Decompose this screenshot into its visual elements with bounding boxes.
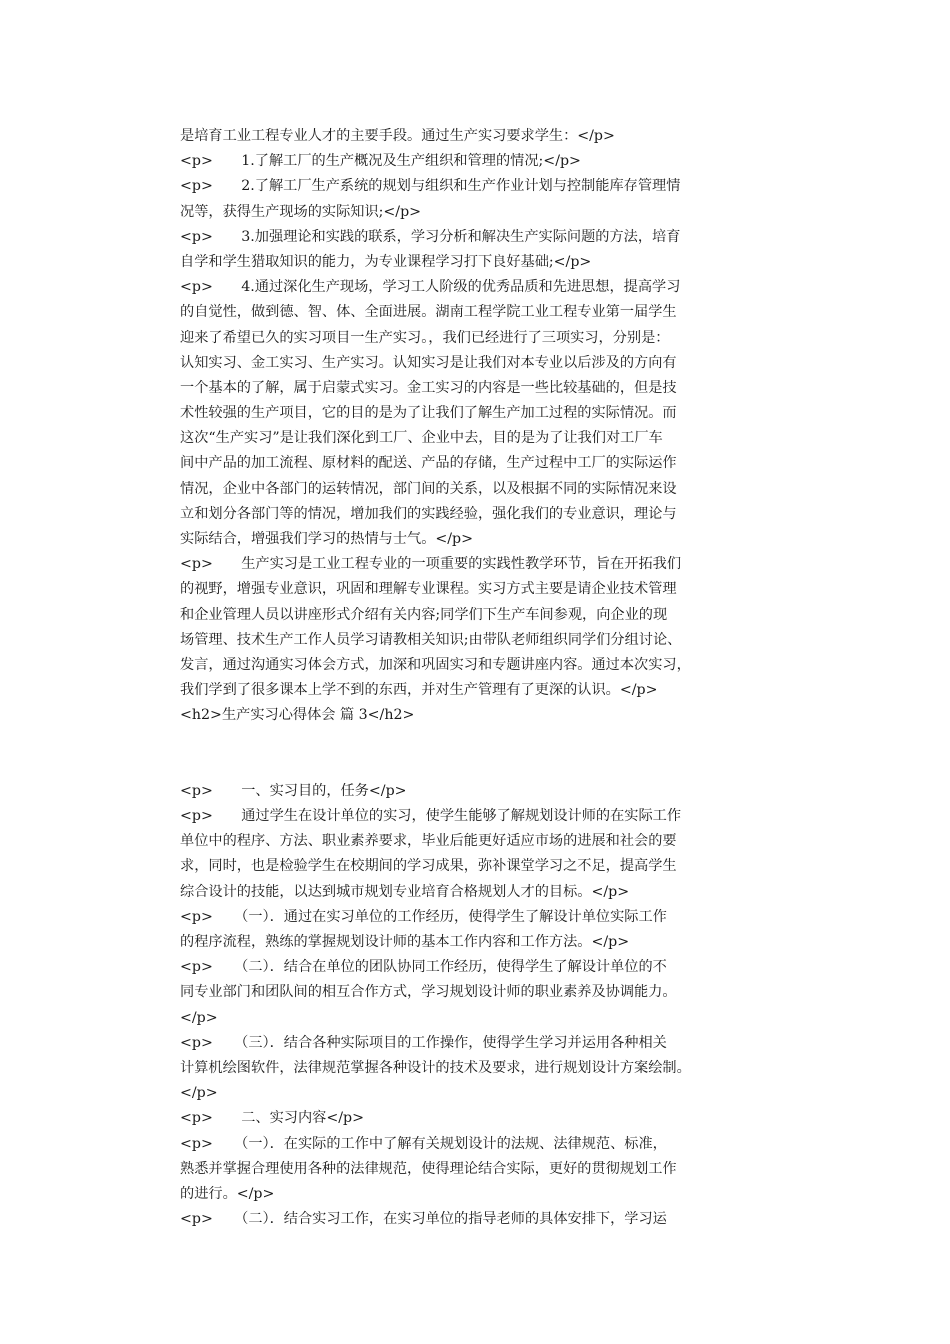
text-line: <p> （三）．结合各种实际项目的工作操作，使得学生学习并运用各种相关 <box>180 1034 667 1051</box>
text-line: 单位中的程序、方法、职业素养要求，毕业后能更好适应市场的进展和社会的要 <box>180 833 677 850</box>
text-line: 是培育工业工程专业人才的主要手段。通过生产实习要求学生：</p> <box>180 128 615 144</box>
blank-line <box>180 729 778 754</box>
text-line: 和企业管理人员以讲座形式介绍有关内容;同学们下生产车间参观，向企业的现 <box>180 606 668 623</box>
text-line: <p> 通过学生在设计单位的实习，使学生能够了解规划设计师的在实际工作 <box>180 808 682 825</box>
text-line: 综合设计的技能，以达到城市规划专业培育合格规划人才的目标。</p> <box>180 883 630 900</box>
text-line: <p> （二）．结合在单位的团队协同工作经历，使得学生了解设计单位的不 <box>180 959 667 976</box>
text-line: 熟悉并掌握合理使用各种的法律规范，使得理论结合实际，更好的贯彻规划工作 <box>180 1160 677 1177</box>
text-line: <p> 生产实习是工业工程专业的一项重要的实践性教学环节，旨在开拓我们 <box>180 556 682 573</box>
text-line: </p> <box>180 1085 218 1102</box>
text-line: <p> （二）．结合实习工作，在实习单位的指导老师的具体安排下，学习运 <box>180 1211 667 1228</box>
text-line: 的自觉性，做到德、智、体、全面进展。湖南工程学院工业工程专业第一届学生 <box>180 304 677 321</box>
document-body <box>180 124 778 1232</box>
text-line: <p> 一、实习目的，任务</p> <box>180 782 407 799</box>
text-line: <p> 2.了解工厂生产系统的规划与组织和生产作业计划与控制能库存管理情 <box>180 178 681 195</box>
text-line: 求，同时，也是检验学生在校期间的学习成果，弥补课堂学习之不足，提高学生 <box>180 858 677 875</box>
text-line: 自学和学生猎取知识的能力，为专业课程学习打下良好基础;</p> <box>180 253 592 270</box>
text-line: 同专业部门和团队间的相互合作方式，学习规划设计师的职业素养及协调能力。 <box>180 984 677 1001</box>
text-line: 场管理、技术生产工作人员学习请教相关知识;由带队老师组织同学们分组讨论、 <box>180 631 682 648</box>
text-line: 的程序流程，熟练的掌握规划设计师的基本工作内容和工作方法。</p> <box>180 934 630 950</box>
text-line: 迎来了希望已久的实习项目一生产实习。，我们已经进行了三项实习，分别是： <box>180 329 670 346</box>
text-line: 我们学到了很多课本上学不到的东西，并对生产管理有了更深的认识。</p> <box>180 682 658 699</box>
text-line: <p> 1.了解工厂的生产概况及生产组织和管理的情况;</p> <box>180 153 581 170</box>
text-line: 况等，获得生产现场的实际知识;</p> <box>180 203 422 220</box>
text-line: <p> （一）．在实际的工作中了解有关规划设计的法规、法律规范、标准， <box>180 1135 667 1152</box>
text-line: <p> 4.通过深化生产现场，学习工人阶级的优秀品质和先进思想，提高学习 <box>180 279 681 296</box>
text-line: 发言，通过沟通实习体会方式，加深和巩固实习和专题讲座内容。通过本次实习， <box>180 656 691 673</box>
text-line: </p> <box>180 1009 218 1026</box>
text-line: 这次“生产实习”是让我们深化到工厂、企业中去，目的是为了让我们对工厂车 <box>180 430 663 447</box>
text-line: <p> 二、实习内容</p> <box>180 1110 364 1127</box>
blank-line <box>180 754 778 779</box>
text-line: <p> 3.加强理论和实践的联系，学习分析和解决生产实际问题的方法，培育 <box>180 228 681 245</box>
text-line: 计算机绘图软件，法律规范掌握各种设计的技术及要求，进行规划设计方案绘制。 <box>180 1059 691 1076</box>
text-line: 的进行。</p> <box>180 1185 275 1202</box>
text-line: 间中产品的加工流程、原材料的配送、产品的存储，生产过程中工厂的实际运作 <box>180 455 677 472</box>
text-line: 的视野，增强专业意识，巩固和理解专业课程。实习方式主要是请企业技术管理 <box>180 581 677 598</box>
text-line: 情况，企业中各部门的运转情况，部门间的关系，以及根据不同的实际情况来设 <box>180 480 677 497</box>
text-line: <p> （一）．通过在实习单位的工作经历，使得学生了解设计单位实际工作 <box>180 908 667 925</box>
text-line: 一个基本的了解，属于启蒙式实习。金工实习的内容是一些比较基础的，但是技 <box>180 379 677 396</box>
text-line: 实际结合，增强我们学习的热情与士气。</p> <box>180 531 474 547</box>
text-line: 立和划分各部门等的情况，增加我们的实践经验，强化我们的专业意识，理论与 <box>180 505 677 522</box>
text-line: 术性较强的生产项目，它的目的是为了让我们了解生产加工过程的实际情况。而 <box>180 405 677 422</box>
text-line: 认知实习、金工实习、生产实习。认知实习是让我们对本专业以后涉及的方向有 <box>180 354 677 371</box>
text-line: <h2>生产实习心得体会 篇 3</h2> <box>180 707 415 724</box>
